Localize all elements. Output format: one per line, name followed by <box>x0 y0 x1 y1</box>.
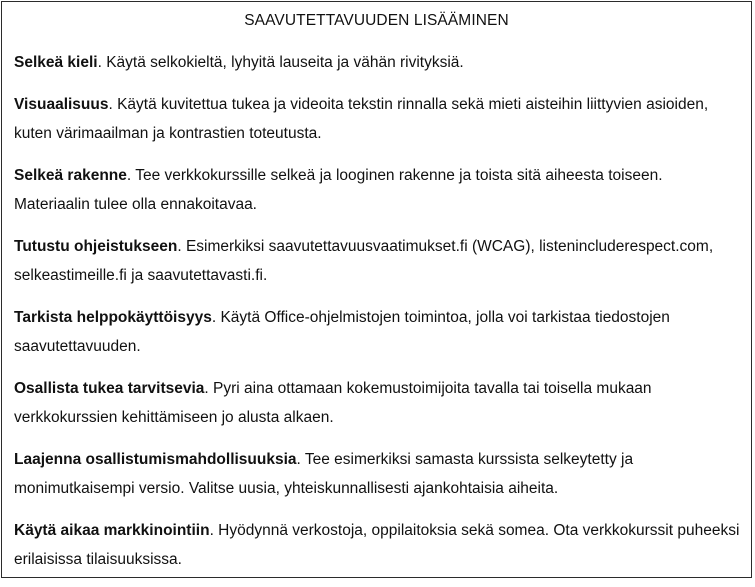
list-item <box>14 90 742 148</box>
list-item <box>14 445 742 503</box>
item-text: . Käytä kuvitettua tukea ja videoita tekstin rinnalla sekä mieti aisteihin liittyvien asioiden, kuten värimaailman ja kontrastien toteutusta. <box>14 96 709 142</box>
item-text: . Tee verkkokurssille selkeä ja looginen rakenne ja toista sitä aiheesta toiseen. Materiaalin tulee olla ennakoitavaa. <box>14 167 663 213</box>
item-text: . Käytä Office-ohjelmistojen toimintoa, jolla voi tarkistaa tiedostojen saavutettavuuden. <box>14 309 670 355</box>
list-item <box>14 232 742 290</box>
item-text: . Hyödynnä verkostoja, oppilaitoksia sekä somea. Ota verkkokurssit puheeksi erilaisissa tilaisuuksissa. <box>14 522 740 568</box>
tips-list <box>14 48 742 587</box>
list-item <box>14 303 742 361</box>
item-heading: Osallista tukea tarvitsevia <box>14 380 205 397</box>
page-title: SAAVUTETTAVUUDEN LISÄÄMINEN <box>244 12 509 29</box>
list-item <box>14 161 742 219</box>
item-heading: Selkeä kieli <box>14 54 98 71</box>
item-text: . Pyri aina ottamaan kokemustoimijoita tavalla tai toisella mukaan verkkokurssien kehittämiseen jo alusta alkaen. <box>14 380 652 426</box>
item-heading: Laajenna osallistumismahdollisuuksia <box>14 451 297 468</box>
item-heading: Tarkista helppokäyttöisyys <box>14 309 212 326</box>
item-heading: Visuaalisuus <box>14 96 109 113</box>
item-heading: Tutustu ohjeistukseen <box>14 238 178 255</box>
item-heading: Käytä aikaa markkinointiin <box>14 522 210 539</box>
list-item <box>14 48 742 77</box>
list-item <box>14 374 742 432</box>
item-text: . Käytä selkokieltä, lyhyitä lauseita ja vähän rivityksiä. <box>97 54 464 71</box>
item-text: . Esimerkiksi saavutettavuusvaatimukset.fi (WCAG), listenincluderespect.com, selkeastimeille.fi ja saavutettavasti.fi. <box>14 238 714 284</box>
item-heading: Selkeä rakenne <box>14 167 127 184</box>
content-frame <box>1 1 752 578</box>
item-text: . Tee esimerkiksi samasta kurssista selkeytetty ja monimutkaisempi versio. Valitse uusia, yhteiskunnallisesti ajankohtaisia aiheita. <box>14 451 634 497</box>
list-item <box>14 516 742 574</box>
